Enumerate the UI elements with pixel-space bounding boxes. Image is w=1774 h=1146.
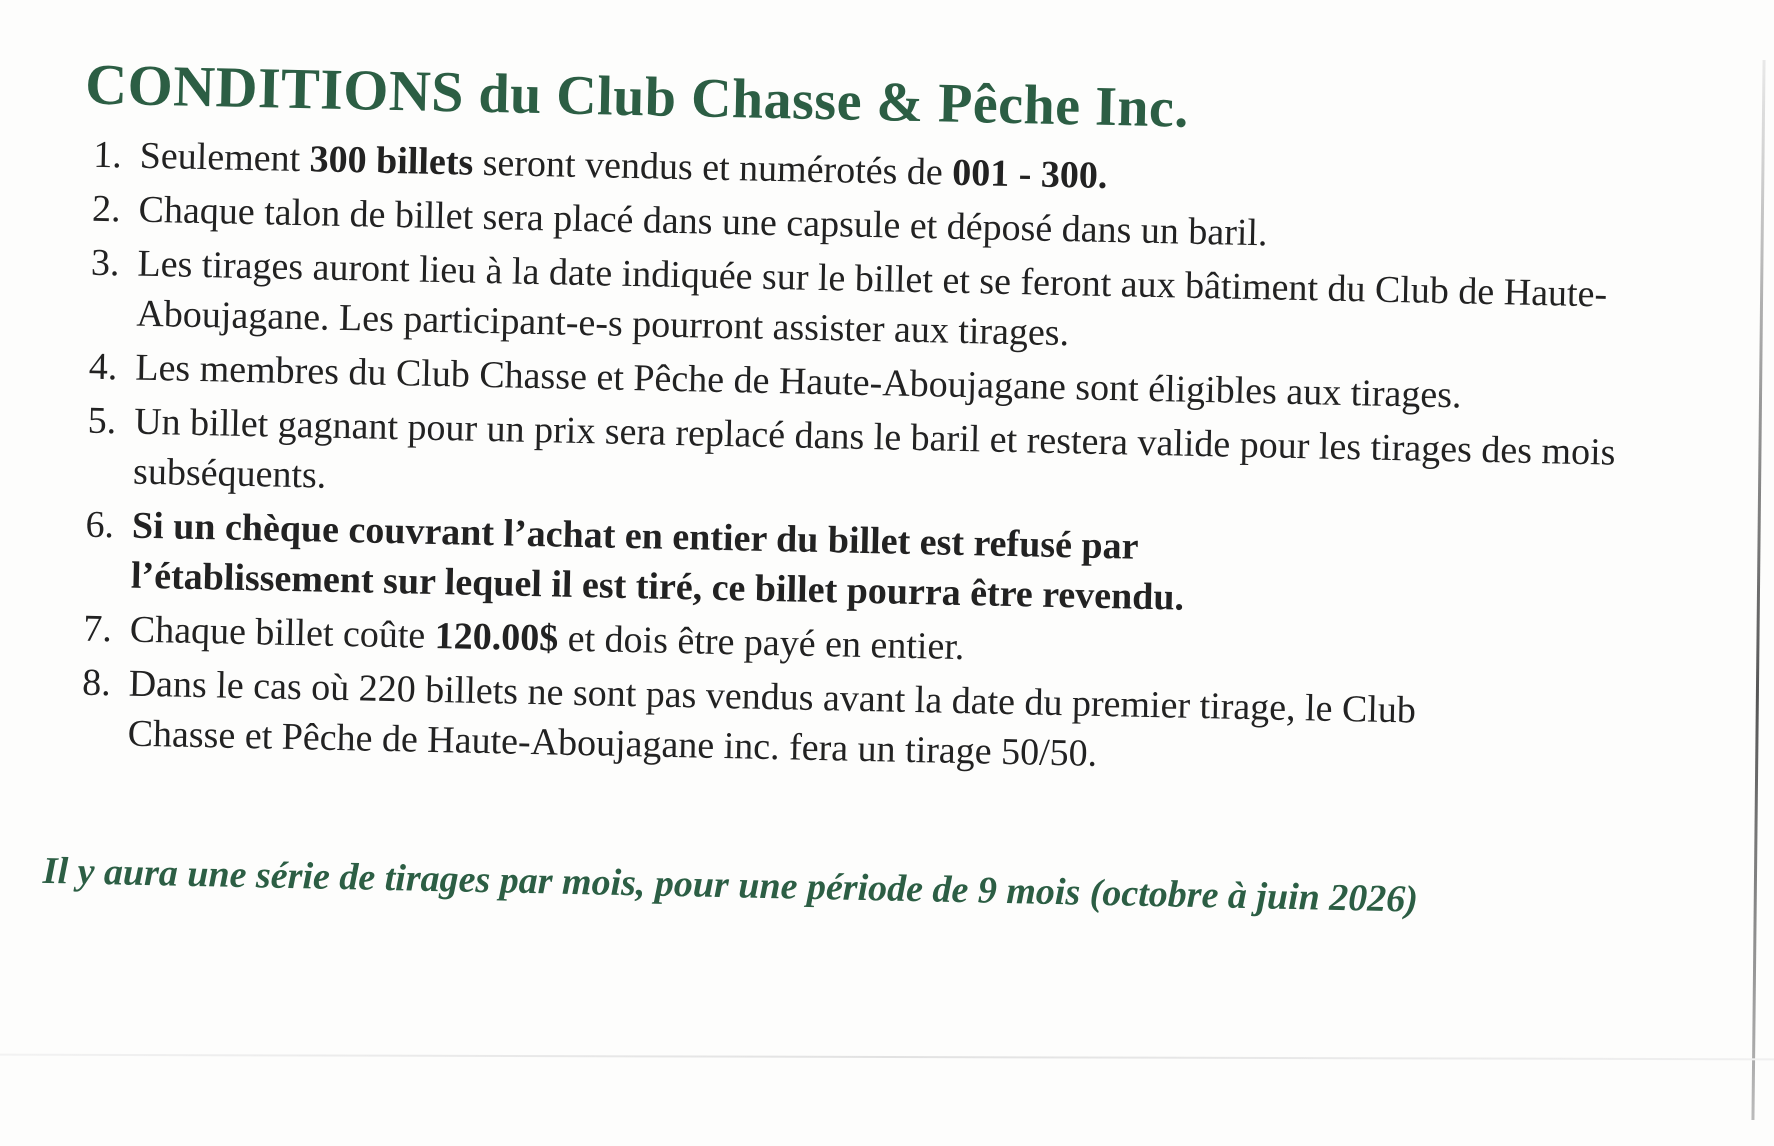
condition-number: 6. [85,503,115,547]
condition-number: 2. [91,187,122,231]
draw-schedule-note: Il y aura une série de tirages par mois, pour une période de 9 mois (octobre à juin 2026) [42,849,1419,921]
condition-text: Si un chèque couvrant l’achat en entier du billet est refusé par l’établissement sur lequel il est tiré, ce billet pourra être revendu. [130,504,1185,619]
condition-text: Dans le cas où 220 billets ne sont pas vendus avant la date du premier tirage, le Club Chasse et Pêche de Haute-Aboujagane inc. fera un tirage 50/50. [127,662,1417,775]
condition-text: Chaque talon de billet sera placé dans une capsule et déposé dans un baril. [138,188,1268,255]
ticket-range: 001 - 300. [951,151,1108,197]
title-caps: CONDITIONS [84,51,465,125]
condition-number: 7. [82,607,113,651]
condition-text-part: et dois être payé en entier. [557,617,965,669]
condition-text-part: seront vendus et numérotés de [472,141,953,194]
title-rest: du Club Chasse & Pêche Inc. [477,62,1190,140]
ticket-count: 300 billets [309,138,474,184]
condition-number: 5. [87,399,117,443]
condition-number: 1. [92,133,123,177]
scan-edge-right [1751,60,1765,1120]
condition-number: 4. [88,345,118,389]
condition-text-part: Seulement [139,134,311,181]
condition-text: Un billet gagnant pour un prix sera replacé dans le baril et restera valide pour les tirages des mois subséquents. [132,400,1616,497]
condition-number: 8. [81,661,112,705]
condition-text-part: Chaque billet coûte [129,608,436,657]
condition-text: Les tirages auront lieu à la date indiquée sur le billet et se feront aux bâtiment du Club de Haute-Aboujagane. Les participant-e-s pourront assister aux tirages. [136,242,1608,355]
ticket-price: 120.00$ [434,614,559,660]
scan-edge-bottom [0,1054,1774,1061]
condition-number: 3. [90,241,120,285]
card-content [42,50,1689,927]
condition-text: Les membres du Club Chasse et Pêche de Haute-Aboujagane sont éligibles aux tirages. [134,346,1462,417]
conditions-list [45,129,1688,791]
